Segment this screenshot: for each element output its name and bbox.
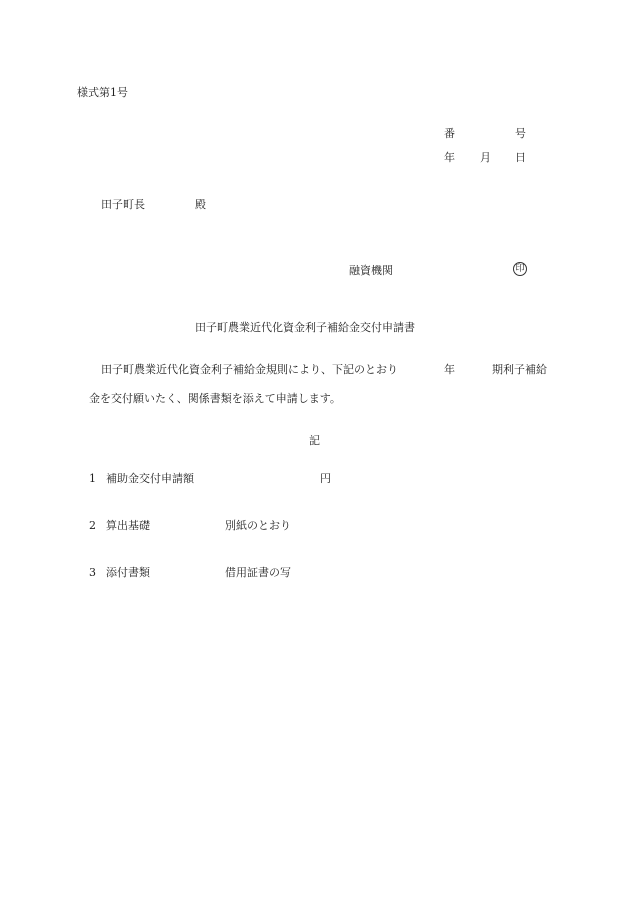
number-label: 番 xyxy=(444,127,455,140)
body-line1-text: 田子町農業近代化資金利子補給金規則により、下記のとおり xyxy=(101,363,398,376)
item-1-label: 補助金交付申請額 xyxy=(106,472,194,485)
date-year: 年 xyxy=(444,151,455,164)
date-day: 日 xyxy=(515,151,526,164)
item-3-label: 添付書類 xyxy=(106,566,150,579)
body-line1-end: 期利子補給 xyxy=(492,363,547,376)
form-number: 様式第1号 xyxy=(77,86,128,99)
item-3-value: 借用証書の写 xyxy=(225,566,291,579)
document-title: 田子町農業近代化資金利子補給金交付申請書 xyxy=(195,321,415,334)
item-1-number: 1 xyxy=(89,472,96,485)
body-line1-year: 年 xyxy=(444,363,455,376)
addressee-name: 田子町長 xyxy=(101,198,145,211)
item-2-number: 2 xyxy=(89,519,96,532)
seal-mark: 印 xyxy=(513,262,527,276)
item-3-number: 3 xyxy=(89,566,96,579)
applicant-label: 融資機関 xyxy=(349,264,393,277)
number-suffix: 号 xyxy=(515,127,526,140)
item-1-value: 円 xyxy=(320,472,331,485)
addressee-honorific: 殿 xyxy=(195,198,206,211)
item-2-value: 別紙のとおり xyxy=(225,519,291,532)
item-2-label: 算出基礎 xyxy=(106,519,150,532)
body-line2: 金を交付願いたく、関係書類を添えて申請します。 xyxy=(89,392,341,405)
date-month: 月 xyxy=(480,151,491,164)
ki-heading: 記 xyxy=(309,434,320,447)
